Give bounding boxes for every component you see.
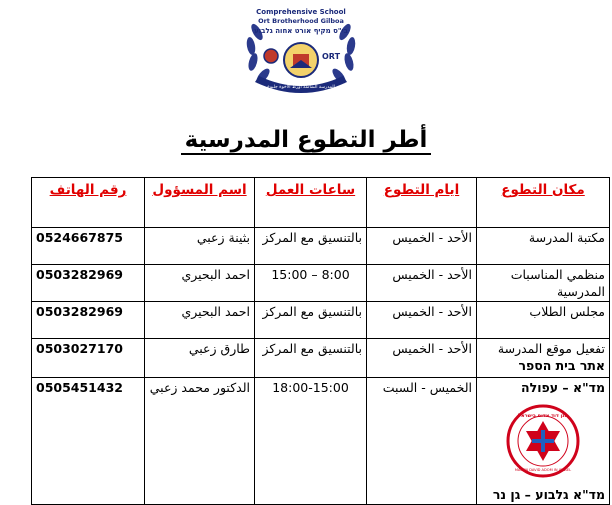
cell-days: الأحد - الخميس	[367, 265, 477, 302]
cell-place-line2: אתר בית הספר	[518, 358, 605, 373]
volunteer-table	[31, 177, 610, 505]
cell-place	[477, 378, 610, 505]
logo-text-2: Ort Brotherhood Gilboa	[258, 17, 344, 25]
table-row	[32, 228, 610, 265]
table-row	[32, 265, 610, 302]
cell-place-line2: מד"א גלבוע – גן נר	[492, 487, 605, 502]
cell-phone: 0505451432	[32, 378, 145, 505]
cell-responsible: الدكتور محمد زعبي	[145, 378, 255, 505]
school-logo	[233, 2, 369, 102]
cell-responsible: احمد البحيري	[145, 265, 255, 302]
cell-responsible: احمد البحيري	[145, 302, 255, 339]
header-phone: رقم الهاتف	[32, 178, 145, 228]
cell-place-line1: تفعيل موقع المدرسة	[497, 341, 605, 356]
mda-emblem-icon	[506, 404, 580, 478]
page-title: أطر التطوع المدرسية	[0, 127, 612, 153]
cell-phone: 0524667875	[32, 228, 145, 265]
mda-emblem-text-top: מגן דוד אדום בישראל	[517, 413, 569, 419]
cell-hours: 18:00-15:00	[255, 378, 367, 505]
table-row	[32, 378, 610, 505]
mda-emblem-text-bottom: MAGEN DAVID ADOM IN ISRAEL	[514, 468, 572, 472]
table-header-row	[32, 178, 610, 228]
table-row	[32, 302, 610, 339]
cell-days: الأحد - الخميس	[367, 228, 477, 265]
header-hours: ساعات العمل	[255, 178, 367, 228]
cell-hours: 8:00 – 15:00	[255, 265, 367, 302]
cell-hours: بالتنسيق مع المركز	[255, 339, 367, 378]
header-place: مكان التطوع	[477, 178, 610, 228]
cell-days: الأحد - الخميس	[367, 302, 477, 339]
cell-days: الأحد - الخميس	[367, 339, 477, 378]
logo-text-3: בי"ס מקיף אורט אחוה גלבוע	[254, 27, 348, 35]
header-responsible: اسم المسؤول	[145, 178, 255, 228]
cell-responsible: بثينة زعبي	[145, 228, 255, 265]
logo-text-1: Comprehensive School	[256, 8, 346, 16]
cell-place: مكتبة المدرسة	[477, 228, 610, 265]
cell-place: مجلس الطلاب	[477, 302, 610, 339]
cell-phone: 0503027170	[32, 339, 145, 378]
svg-text:ORT: ORT	[321, 52, 341, 61]
cell-place-line1: מד"א – עפולה	[521, 380, 605, 395]
table-row	[32, 339, 610, 378]
cell-hours: بالتنسيق مع المركز	[255, 228, 367, 265]
cell-hours: بالتنسيق مع المركز	[255, 302, 367, 339]
cell-phone: 0503282969	[32, 265, 145, 302]
cell-place	[477, 339, 610, 378]
header-days: ايام التطوع	[367, 178, 477, 228]
cell-place: منظمي المناسبات المدرسية	[477, 265, 610, 302]
cell-phone: 0503282969	[32, 302, 145, 339]
logo-arc-text: المدرسة الشاملة أورط الأخوة جلبوع	[267, 85, 335, 90]
cell-days: الخميس - السبت	[367, 378, 477, 505]
cell-responsible: طارق زعبي	[145, 339, 255, 378]
